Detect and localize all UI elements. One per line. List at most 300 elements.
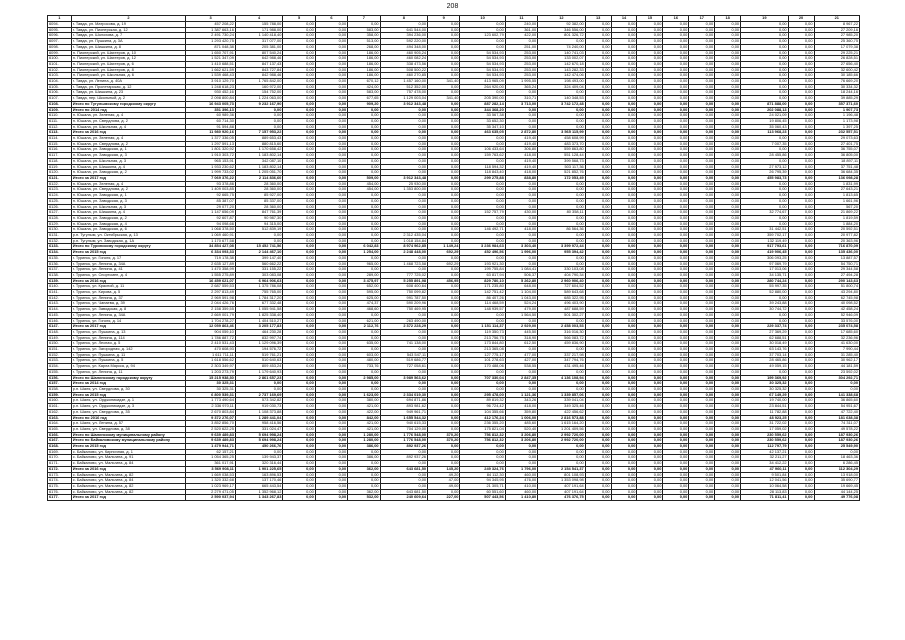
value-cell: 135 436,00: [814, 250, 860, 256]
value-cell: 30 325,31: [186, 381, 236, 387]
value-cell: 339 041,04: [538, 398, 586, 404]
value-cell: 0,00: [585, 136, 611, 142]
value-cell: 0,00: [663, 124, 689, 130]
row-number: 6167.: [48, 438, 72, 444]
row-number: 6165.: [48, 426, 72, 432]
value-cell: 459 836,90: [538, 341, 586, 347]
address-cell: р.п. Тугулым, ул. Октябрьская, д. 13: [71, 233, 185, 239]
value-cell: 0,00: [315, 290, 347, 296]
value-cell: 39 885,29: [814, 96, 860, 102]
value-cell: 0,00: [283, 141, 315, 147]
value-cell: 0,00: [585, 295, 611, 301]
value-cell: 0,00: [283, 181, 315, 187]
row-number: 6156.: [48, 375, 72, 381]
value-cell: 0,00: [585, 50, 611, 56]
value-cell: 519 761,21: [235, 352, 283, 358]
address-cell: г. Тавда, ул. Пушкина, д. 3А: [71, 39, 185, 45]
value-cell: 2 158 359,55: [186, 307, 236, 313]
value-cell: 0,00: [585, 238, 611, 244]
value-cell: 0,00: [235, 118, 283, 124]
value-cell: 590 209,96: [380, 301, 428, 307]
row-number: 6133.: [48, 244, 72, 250]
row-number: 6112.: [48, 124, 72, 130]
value-cell: 62 688,51: [741, 335, 789, 341]
value-cell: 0,00: [715, 181, 741, 187]
value-cell: 2 154 541,37: [538, 466, 586, 472]
value-cell: 0,00: [788, 33, 814, 39]
address-cell: п. Юшала, ул. Заводская, д. 1: [71, 193, 185, 199]
value-cell: 0,00: [611, 244, 637, 250]
value-cell: 0,00: [741, 50, 789, 56]
value-cell: 0,00: [715, 466, 741, 472]
value-cell: 52 880,00: [741, 290, 789, 296]
value-cell: 0,00: [585, 221, 611, 227]
value-cell: 0,00: [315, 67, 347, 73]
value-cell: 34 412,22: [741, 461, 789, 467]
address-cell: г. Туринск, ул. Карла Маркса, д. 94: [71, 364, 185, 370]
value-cell: 0,00: [689, 312, 715, 318]
value-cell: 404 790,34: [538, 272, 586, 278]
value-cell: 0,00: [460, 158, 505, 164]
value-cell: 0,00: [663, 375, 689, 381]
column-header: 19: [741, 16, 789, 22]
value-cell: 0,00: [283, 444, 315, 450]
address-cell: с. Байкалово, ул. Мальгина, д. 91: [71, 455, 185, 461]
value-cell: 0,00: [315, 101, 347, 107]
value-cell: 0,00: [348, 107, 380, 113]
value-cell: 0,00: [611, 364, 637, 370]
value-cell: 0,00: [637, 33, 663, 39]
value-cell: 12 041,56: [741, 478, 789, 484]
value-cell: 0,00: [611, 301, 637, 307]
value-cell: 0,00: [428, 352, 460, 358]
value-cell: 264 920,00: [460, 84, 505, 90]
row-number: 6125.: [48, 198, 72, 204]
value-cell: 0,00: [715, 392, 741, 398]
address-cell: с. Байкалово, ул. Мальгина, д. 84: [71, 478, 185, 484]
value-cell: 0,00: [689, 369, 715, 375]
value-cell: 1 784 317,20: [235, 295, 283, 301]
value-cell: 1 669 038,53: [186, 472, 236, 478]
value-cell: 0,00: [428, 153, 460, 159]
value-cell: 0,00: [585, 318, 611, 324]
value-cell: 2 279 471,05: [186, 489, 236, 495]
value-cell: 23 844,51: [741, 404, 789, 410]
value-cell: 0,00: [689, 61, 715, 67]
value-cell: 0,00: [611, 261, 637, 267]
value-cell: 1 320 332,68: [186, 478, 236, 484]
value-cell: 343,26: [505, 398, 537, 404]
value-cell: 2 816 573,88: [538, 415, 586, 421]
value-cell: 0,00: [315, 233, 347, 239]
value-cell: 991 787,50: [380, 295, 428, 301]
value-cell: 0,00: [428, 204, 460, 210]
value-cell: 0,00: [428, 455, 460, 461]
value-cell: 1 910 303,72: [186, 153, 236, 159]
value-cell: 0,00: [505, 238, 537, 244]
value-cell: 1 409 003,85: [186, 187, 236, 193]
value-cell: 0,00: [315, 50, 347, 56]
value-cell: 0,00: [611, 461, 637, 467]
value-cell: 91 594,88: [186, 124, 236, 130]
value-cell: 0,00: [585, 387, 611, 393]
value-cell: 0,00: [689, 193, 715, 199]
value-cell: 1 297 591,13: [186, 141, 236, 147]
value-cell: 0,00: [689, 44, 715, 50]
value-cell: 0,00: [283, 56, 315, 62]
value-cell: 0,00: [689, 426, 715, 432]
value-cell: 0,00: [663, 101, 689, 107]
address-cell: г. Туринск, ул. Ленина, д. 41: [71, 267, 185, 273]
address-cell: Итого по Байкаловскому муниципальному району: [71, 438, 185, 444]
value-cell: 0,00: [637, 324, 663, 330]
row-number: 6126.: [48, 204, 72, 210]
value-cell: 0,00: [585, 84, 611, 90]
value-cell: 193 921,30: [460, 261, 505, 267]
value-cell: 0,00: [315, 215, 347, 221]
address-cell: г. Тавда, ул. Шолохова, д. 7: [71, 33, 185, 39]
value-cell: 0,00: [538, 221, 586, 227]
address-cell: п. Юшала, ул. Заводская, д. 3: [71, 153, 185, 159]
row-number: 6124.: [48, 193, 72, 199]
value-cell: 54 534,93: [460, 61, 505, 67]
address-cell: г. Туринск, ул. Гоголя, д. 14: [71, 318, 185, 324]
value-cell: 0,00: [715, 409, 741, 415]
value-cell: 0,00: [637, 113, 663, 119]
value-cell: 0,00: [611, 164, 637, 170]
value-cell: 0,00: [715, 267, 741, 273]
value-cell: 0,00: [505, 113, 537, 119]
value-cell: 0,00: [788, 312, 814, 318]
value-cell: 3 852 856,70: [186, 421, 236, 427]
value-cell: 0,00: [348, 478, 380, 484]
value-cell: 0,00: [689, 392, 715, 398]
value-cell: 1 661,96: [814, 198, 860, 204]
value-cell: 0,00: [637, 398, 663, 404]
value-cell: 0,00: [380, 227, 428, 233]
address-cell: п. Юшала, ул. Заводская, д. 6: [71, 227, 185, 233]
address-cell: Итого за 2014 год: [71, 381, 185, 387]
value-cell: 0,00: [741, 67, 789, 73]
value-cell: 1 140 418,40: [235, 33, 283, 39]
value-cell: 0,00: [689, 255, 715, 261]
value-cell: 0,00: [637, 358, 663, 364]
column-header: 12: [538, 16, 586, 22]
value-cell: 0,00: [315, 358, 347, 364]
value-cell: 889 653,43: [235, 136, 283, 142]
value-cell: 94 345,95: [460, 478, 505, 484]
value-cell: 54 534,93: [460, 50, 505, 56]
value-cell: 0,00: [741, 204, 789, 210]
value-cell: 0,00: [663, 421, 689, 427]
value-cell: 0,00: [741, 193, 789, 199]
value-cell: 362,00: [348, 466, 380, 472]
value-cell: 0,00: [788, 421, 814, 427]
row-number: 6154.: [48, 364, 72, 370]
value-cell: 0,00: [585, 227, 611, 233]
value-cell: 0,00: [788, 290, 814, 296]
value-cell: 0,00: [611, 284, 637, 290]
value-cell: 3 303,40: [505, 244, 537, 250]
value-cell: 0,00: [788, 101, 814, 107]
value-cell: 0,00: [460, 387, 505, 393]
value-cell: 413 965,09: [460, 79, 505, 85]
value-cell: 0,00: [663, 158, 689, 164]
value-cell: 0,00: [689, 335, 715, 341]
column-header: 6: [315, 16, 347, 22]
value-cell: 93 378,86: [186, 181, 236, 187]
value-cell: 15 452 741,56: [235, 244, 283, 250]
value-cell: 359,80: [505, 409, 537, 415]
value-cell: 0,00: [715, 415, 741, 421]
value-cell: 36 865,60: [814, 398, 860, 404]
value-cell: 450 266,76: [235, 444, 283, 450]
value-cell: 0,00: [611, 118, 637, 124]
value-cell: 0,00: [505, 221, 537, 227]
value-cell: 0,00: [283, 227, 315, 233]
value-cell: 28 360,00: [235, 204, 283, 210]
value-cell: 0,00: [585, 193, 611, 199]
value-cell: 0,00: [715, 352, 741, 358]
row-number: 6140.: [48, 284, 72, 290]
value-cell: 0,00: [315, 113, 347, 119]
value-cell: 48 923,25: [741, 415, 789, 421]
value-cell: 0,00: [689, 39, 715, 45]
row-number: 6101.: [48, 61, 72, 67]
value-cell: 0,00: [663, 369, 689, 375]
value-cell: 0,00: [689, 101, 715, 107]
value-cell: 418,00: [505, 170, 537, 176]
value-cell: 119 350,73: [460, 329, 505, 335]
value-cell: 205 390,00: [460, 96, 505, 102]
value-cell: 510 640,63: [235, 358, 283, 364]
value-cell: 361 017,91: [186, 461, 236, 467]
value-cell: 0,00: [689, 267, 715, 273]
address-cell: г. Тавда, ул. Ленина, д. 40А: [71, 79, 185, 85]
value-cell: 509,00: [348, 175, 380, 181]
value-cell: 0,00: [741, 61, 789, 67]
value-cell: 106 433,64: [460, 147, 505, 153]
value-cell: 0,00: [283, 79, 315, 85]
value-cell: 0,00: [689, 301, 715, 307]
value-cell: 0,00: [788, 130, 814, 136]
value-cell: 0,00: [715, 158, 741, 164]
value-cell: 0,00: [505, 118, 537, 124]
value-cell: 0,00: [538, 90, 586, 96]
value-cell: 0,00: [460, 193, 505, 199]
value-cell: 3 206,80: [505, 438, 537, 444]
value-cell: 155 788,00: [235, 22, 283, 28]
value-cell: 44 181,59: [814, 364, 860, 370]
value-cell: 0,00: [611, 193, 637, 199]
value-cell: 0,00: [637, 27, 663, 33]
value-cell: 2 737 169,69: [235, 392, 283, 398]
value-cell: 0,00: [689, 295, 715, 301]
row-number: 6130.: [48, 227, 72, 233]
row-number: 6177.: [48, 495, 72, 501]
value-cell: 0,00: [315, 44, 347, 50]
value-cell: 29 344,58: [814, 267, 860, 273]
value-cell: 338 473,56: [380, 61, 428, 67]
value-cell: 1 704 278,27: [186, 318, 236, 324]
value-cell: 0,00: [788, 478, 814, 484]
value-cell: 0,00: [741, 39, 789, 45]
value-cell: 0,00: [689, 158, 715, 164]
value-cell: 263 490,00: [380, 318, 428, 324]
value-cell: 0,00: [715, 79, 741, 85]
value-cell: 0,00: [585, 284, 611, 290]
value-cell: 136 098,28: [814, 175, 860, 181]
value-cell: 1 104,00: [505, 290, 537, 296]
value-cell: 0,00: [348, 483, 380, 489]
value-cell: 0,00: [611, 130, 637, 136]
value-cell: 1 618 556,62: [186, 358, 236, 364]
value-cell: 0,00: [585, 250, 611, 256]
value-cell: 0,00: [663, 181, 689, 187]
value-cell: 483 373,70: [538, 141, 586, 147]
value-cell: 123 602,79: [460, 33, 505, 39]
value-cell: 2 635 127,89: [186, 261, 236, 267]
value-cell: 140 348,53: [538, 96, 586, 102]
value-cell: 0,00: [460, 312, 505, 318]
value-cell: 1 831,99: [814, 181, 860, 187]
value-cell: 0,00: [315, 352, 347, 358]
address-cell: с. Байкалово, ул. Мальгина, д. 82: [71, 489, 185, 495]
value-cell: 0,00: [637, 204, 663, 210]
value-cell: 0,00: [663, 278, 689, 284]
address-cell: п. Юшала, ул. Шишкина, д. 4: [71, 210, 185, 216]
value-cell: 0,00: [663, 318, 689, 324]
value-cell: 186,00: [348, 67, 380, 73]
value-cell: 34 135,71: [741, 272, 789, 278]
value-cell: 0,00: [715, 153, 741, 159]
value-cell: 0,00: [505, 387, 537, 393]
address-cell: Итого по 2016 год: [71, 415, 185, 421]
value-cell: 7 157 953,22: [235, 130, 283, 136]
value-cell: 0,00: [611, 478, 637, 484]
value-cell: 0,00: [663, 301, 689, 307]
value-cell: 0,00: [585, 118, 611, 124]
value-cell: 470 608,93: [186, 347, 236, 353]
value-cell: 0,00: [715, 255, 741, 261]
value-cell: 0,00: [715, 56, 741, 62]
value-cell: 0,00: [380, 472, 428, 478]
value-cell: 0,00: [715, 130, 741, 136]
value-cell: 0,00: [689, 444, 715, 450]
value-cell: 0,00: [315, 73, 347, 79]
value-cell: 0,00: [428, 56, 460, 62]
value-cell: 0,00: [460, 381, 505, 387]
value-cell: 16 943 005,73: [186, 101, 236, 107]
value-cell: 0,00: [315, 307, 347, 313]
value-cell: 0,00: [788, 404, 814, 410]
value-cell: 0,00: [689, 164, 715, 170]
value-cell: 0,00: [689, 438, 715, 444]
value-cell: 25 930,00: [380, 181, 428, 187]
value-cell: 49 059,15: [741, 364, 789, 370]
value-cell: 0,00: [689, 96, 715, 102]
value-cell: 0,00: [315, 472, 347, 478]
column-header: 15: [637, 16, 663, 22]
value-cell: 2 336 970,11: [186, 404, 236, 410]
value-cell: 0,00: [611, 90, 637, 96]
value-cell: 2 248 448,00: [380, 250, 428, 256]
value-cell: 36 755,07: [814, 147, 860, 153]
value-cell: 324 409,04: [538, 84, 586, 90]
row-number: 6145.: [48, 312, 72, 318]
value-cell: 30 325,32: [741, 387, 789, 393]
value-cell: 23 592,02: [814, 369, 860, 375]
value-cell: 347 794,76: [538, 358, 586, 364]
value-cell: 919 030,73: [235, 404, 283, 410]
value-cell: 0,00: [715, 164, 741, 170]
value-cell: 418,00: [505, 153, 537, 159]
value-cell: 0,00: [315, 278, 347, 284]
value-cell: 0,00: [788, 409, 814, 415]
value-cell: 807 540,24: [235, 50, 283, 56]
address-cell: п. Юшала, ул. Свердлова, д. 2: [71, 187, 185, 193]
value-cell: 358,00: [348, 33, 380, 39]
value-cell: 0,00: [585, 181, 611, 187]
value-cell: 430,00: [505, 210, 537, 216]
value-cell: 0,00: [428, 147, 460, 153]
value-cell: 0,00: [585, 61, 611, 67]
value-cell: 1 786 887,72: [186, 335, 236, 341]
value-cell: 0,00: [663, 164, 689, 170]
value-cell: 0,00: [741, 22, 789, 28]
value-cell: 0,00: [715, 364, 741, 370]
table-body: [48, 16, 860, 501]
value-cell: 0,00: [788, 204, 814, 210]
value-cell: 0,00: [380, 335, 428, 341]
value-cell: 0,00: [380, 267, 428, 273]
address-cell: Итого за 2017 год: [71, 324, 185, 330]
value-cell: 0,00: [637, 118, 663, 124]
value-cell: 0,00: [460, 369, 505, 375]
value-cell: 0,00: [663, 466, 689, 472]
value-cell: 0,00: [741, 215, 789, 221]
value-cell: 0,00: [741, 136, 789, 142]
value-cell: 0,00: [283, 398, 315, 404]
value-cell: 194 576,72: [235, 347, 283, 353]
value-cell: 0,00: [585, 369, 611, 375]
value-cell: 1 650 707,91: [186, 50, 236, 56]
value-cell: 0,00: [585, 67, 611, 73]
value-cell: 431 495,46: [538, 364, 586, 370]
value-cell: 0,00: [538, 238, 586, 244]
value-cell: 0,00: [428, 255, 460, 261]
value-cell: 142 474,06: [538, 73, 586, 79]
row-number: 6104.: [48, 79, 72, 85]
value-cell: 0,00: [538, 233, 586, 239]
value-cell: 0,00: [428, 113, 460, 119]
value-cell: 0,00: [380, 136, 428, 142]
value-cell: 0,00: [788, 392, 814, 398]
value-cell: 0,00: [283, 478, 315, 484]
value-cell: 595,00: [348, 290, 380, 296]
value-cell: 0,00: [283, 238, 315, 244]
value-cell: 0,00: [788, 147, 814, 153]
value-cell: 32 211,27: [741, 455, 789, 461]
value-cell: 0,00: [663, 244, 689, 250]
value-cell: 341,40: [428, 79, 460, 85]
address-cell: п. Юшала, ул. Школьная, д. 3: [71, 158, 185, 164]
value-cell: 0,00: [380, 381, 428, 387]
value-cell: 0,00: [689, 73, 715, 79]
value-cell: 0,00: [689, 227, 715, 233]
value-cell: 0,00: [283, 221, 315, 227]
address-cell: п. Юшала, ул. Шишкина, д. 4: [71, 164, 185, 170]
